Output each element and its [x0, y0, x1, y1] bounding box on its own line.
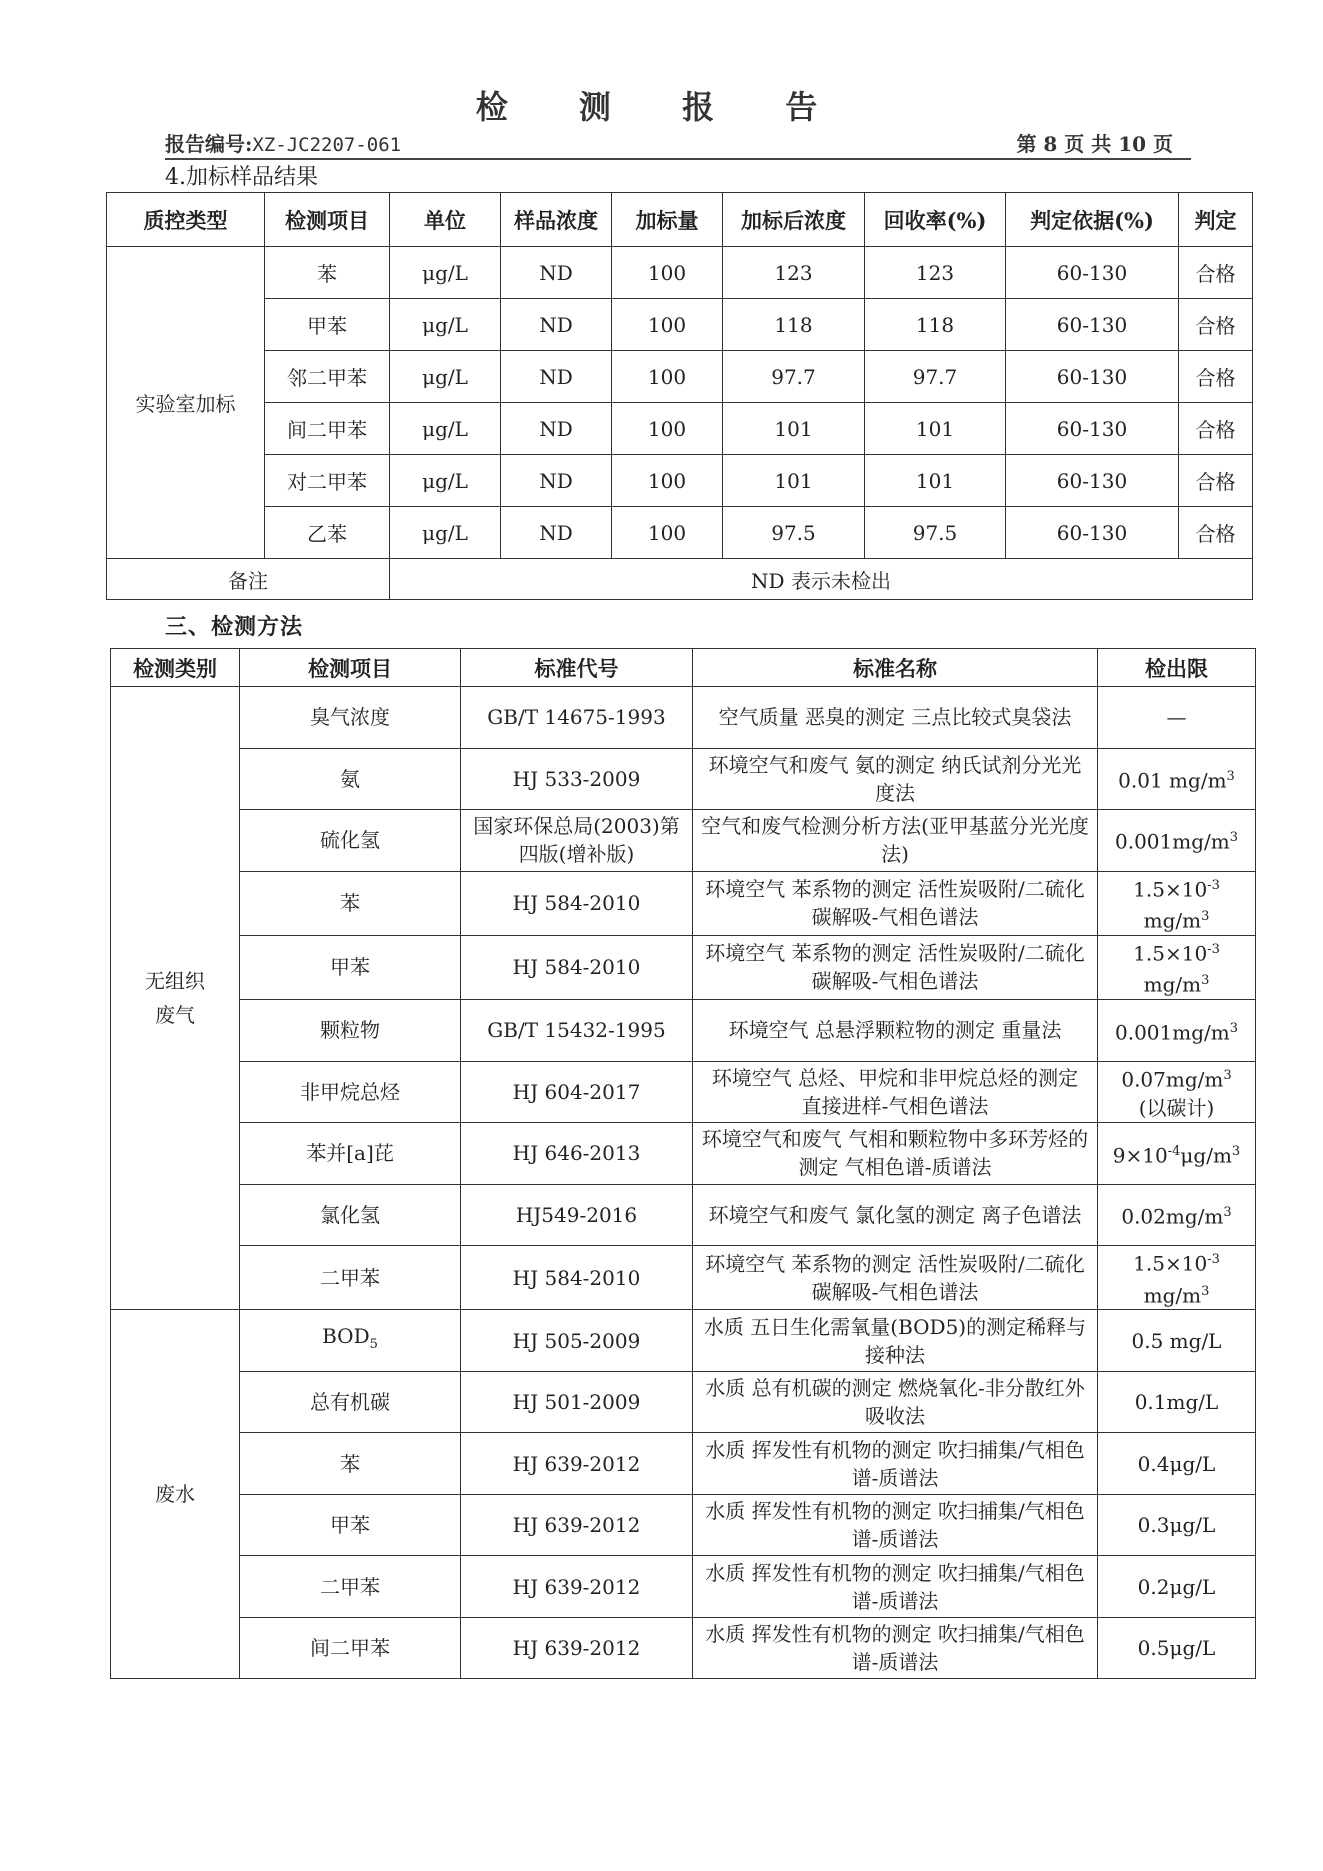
item-cell: 硫化氢	[240, 810, 461, 872]
table-row	[111, 1371, 1256, 1433]
code-cell: HJ 584-2010	[461, 1246, 693, 1310]
spike-cell: 100	[612, 351, 723, 403]
item-cell: 邻二甲苯	[265, 351, 390, 403]
code-cell: HJ 533-2009	[461, 748, 693, 810]
item-cell: 间二甲苯	[240, 1617, 461, 1679]
item-cell: 二甲苯	[240, 1246, 461, 1310]
standard-name-cell: 环境空气和废气 氨的测定 纳氏试剂分光光度法	[693, 748, 1098, 810]
remark-label: 备注	[107, 559, 390, 600]
standard-name-cell: 水质 挥发性有机物的测定 吹扫捕集/气相色谱-质谱法	[693, 1433, 1098, 1495]
table-row	[107, 403, 1253, 455]
limit-cell: 0.01 $mg/m^3$	[1098, 748, 1256, 810]
item-cell: 甲苯	[240, 935, 461, 999]
recovery-cell: 97.7	[865, 351, 1006, 403]
section-spiked-title: 4.加标样品结果	[165, 165, 318, 190]
basis-cell: 60-130	[1006, 507, 1179, 559]
superscript: 3	[1201, 909, 1210, 925]
section-methods-title: 三、检测方法	[165, 614, 304, 640]
spike-cell: 100	[612, 507, 723, 559]
after-cell: 97.7	[723, 351, 865, 403]
limit-line2: mg/m	[1143, 908, 1202, 933]
recovery-cell: 123	[865, 247, 1006, 299]
standard-name-cell: 环境空气 苯系物的测定 活性炭吸附/二硫化碳解吸-气相色谱法	[693, 935, 1098, 999]
report-number-value: XZ-JC2207-061	[252, 134, 402, 156]
item-cell: 间二甲苯	[265, 403, 390, 455]
code-cell: HJ 639-2012	[461, 1556, 693, 1618]
limit-cell: 0.1mg/L	[1098, 1371, 1256, 1433]
limit-tail: μg/m	[1180, 1143, 1232, 1168]
recovery-cell: 101	[865, 455, 1006, 507]
item-cell: 臭气浓度	[240, 687, 461, 749]
column-header: 标准名称	[693, 649, 1098, 687]
report-header	[165, 128, 1191, 160]
code-cell: GB/T 15432-1995	[461, 1000, 693, 1062]
code-cell: HJ 505-2009	[461, 1310, 693, 1372]
item-cell: 非甲烷总烃	[240, 1061, 461, 1123]
unit-cell: μg/L	[390, 351, 501, 403]
item-cell: 颗粒物	[240, 1000, 461, 1062]
after-cell: 101	[723, 403, 865, 455]
table-row	[111, 871, 1256, 935]
column-header: 检测项目	[265, 193, 390, 247]
limit-line2: mg/m	[1143, 1283, 1202, 1308]
methods-table	[110, 648, 1256, 1679]
standard-name-cell: 水质 挥发性有机物的测定 吹扫捕集/气相色谱-质谱法	[693, 1617, 1098, 1679]
table-row	[111, 935, 1256, 999]
standard-name-cell: 环境空气 苯系物的测定 活性炭吸附/二硫化碳解吸-气相色谱法	[693, 871, 1098, 935]
standard-name-cell: 环境空气 总烃、甲烷和非甲烷总烃的测定 直接进样-气相色谱法	[693, 1061, 1098, 1123]
recovery-cell: 118	[865, 299, 1006, 351]
superscript: 5	[369, 1337, 378, 1353]
result-cell: 合格	[1179, 455, 1253, 507]
sample-cell: ND	[501, 247, 612, 299]
table-row	[111, 1556, 1256, 1618]
spike-cell: 100	[612, 455, 723, 507]
code-cell: HJ 639-2012	[461, 1433, 693, 1495]
code-cell: HJ 501-2009	[461, 1371, 693, 1433]
item-cell: 总有机碳	[240, 1371, 461, 1433]
limit-cell: 0.5μg/L	[1098, 1617, 1256, 1679]
table-row	[107, 299, 1253, 351]
limit-cell: 0.5 mg/L	[1098, 1310, 1256, 1372]
table-row	[111, 1184, 1256, 1246]
result-cell: 合格	[1179, 299, 1253, 351]
code-cell: HJ 604-2017	[461, 1061, 693, 1123]
spiked-sample-table	[106, 192, 1253, 600]
table-row	[111, 1123, 1256, 1185]
item-cell: 氯化氢	[240, 1184, 461, 1246]
after-cell: 97.5	[723, 507, 865, 559]
recovery-cell: 101	[865, 403, 1006, 455]
table-row	[111, 1310, 1256, 1372]
superscript: 3	[1226, 768, 1235, 784]
spike-cell: 100	[612, 299, 723, 351]
basis-cell: 60-130	[1006, 403, 1179, 455]
column-header: 判定依据(%)	[1006, 193, 1179, 247]
code-cell: 国家环保总局(2003)第四版(增补版)	[461, 810, 693, 872]
result-cell: 合格	[1179, 403, 1253, 455]
basis-cell: 60-130	[1006, 351, 1179, 403]
item-cell: 氨	[240, 748, 461, 810]
item-cell: 苯	[240, 1433, 461, 1495]
limit-cell: 0.3μg/L	[1098, 1494, 1256, 1556]
table-row	[111, 687, 1256, 749]
table-row	[107, 351, 1253, 403]
qc-type-cell: 实验室加标	[107, 247, 265, 559]
result-cell: 合格	[1179, 351, 1253, 403]
code-cell: HJ 639-2012	[461, 1494, 693, 1556]
basis-cell: 60-130	[1006, 299, 1179, 351]
table-row	[111, 1494, 1256, 1556]
after-cell: 101	[723, 455, 865, 507]
item-cell: 苯并[a]芘	[240, 1123, 461, 1185]
unit-cell: μg/L	[390, 299, 501, 351]
after-cell: 123	[723, 247, 865, 299]
remark-row	[107, 559, 1253, 600]
spike-cell: 100	[612, 403, 723, 455]
table-row	[111, 1617, 1256, 1679]
standard-name-cell: 水质 挥发性有机物的测定 吹扫捕集/气相色谱-质谱法	[693, 1556, 1098, 1618]
after-cell: 118	[723, 299, 865, 351]
standard-name-cell: 水质 五日生化需氧量(BOD5)的测定稀释与接种法	[693, 1310, 1098, 1372]
column-header: 加标量	[612, 193, 723, 247]
limit-cell: $1.5\times 10^{-3}$ $mg/m^3$	[1098, 935, 1256, 999]
column-header: 样品浓度	[501, 193, 612, 247]
limit-cell: $0.001mg/m^3$	[1098, 1000, 1256, 1062]
sample-cell: ND	[501, 299, 612, 351]
column-header: 加标后浓度	[723, 193, 865, 247]
item-cell: 苯	[265, 247, 390, 299]
report-number	[165, 128, 401, 157]
superscript: 3	[1229, 830, 1238, 846]
report-number-label: 报告编号:	[165, 132, 253, 156]
sample-cell: ND	[501, 403, 612, 455]
limit-cell: $0.07mg/m^3$ (以碳计)	[1098, 1061, 1256, 1123]
basis-cell: 60-130	[1006, 455, 1179, 507]
sample-cell: ND	[501, 455, 612, 507]
unit-cell: μg/L	[390, 455, 501, 507]
superscript: 3	[1223, 1205, 1232, 1221]
table-row	[111, 1000, 1256, 1062]
limit-cell: $0.02mg/m^3$	[1098, 1184, 1256, 1246]
superscript: -3	[1207, 877, 1220, 893]
standard-name-cell: 环境空气 总悬浮颗粒物的测定 重量法	[693, 1000, 1098, 1062]
limit-cell: $1.5\times 10^{-3}$ $mg/m^3$	[1098, 871, 1256, 935]
sample-cell: ND	[501, 351, 612, 403]
standard-name-cell: 空气和废气检测分析方法(亚甲基蓝分光光度法)	[693, 810, 1098, 872]
column-header: 标准代号	[461, 649, 693, 687]
sample-cell: ND	[501, 507, 612, 559]
superscript: 3	[1223, 1068, 1232, 1084]
superscript: -4	[1167, 1143, 1181, 1159]
superscript: 3	[1201, 973, 1210, 989]
superscript: 3	[1229, 1020, 1238, 1036]
item-cell: 苯	[240, 871, 461, 935]
item-cell: 对二甲苯	[265, 455, 390, 507]
table-row	[107, 455, 1253, 507]
standard-name-cell: 水质 总有机碳的测定 燃烧氧化-非分散红外吸收法	[693, 1371, 1098, 1433]
remark-text: ND 表示未检出	[390, 559, 1253, 600]
standard-name-cell: 空气质量 恶臭的测定 三点比较式臭袋法	[693, 687, 1098, 749]
column-header: 检测类别	[111, 649, 240, 687]
limit-line2: (以碳计)	[1138, 1095, 1215, 1120]
column-header: 判定	[1179, 193, 1253, 247]
unit-cell: μg/L	[390, 507, 501, 559]
result-cell: 合格	[1179, 247, 1253, 299]
superscript: -3	[1207, 1252, 1220, 1268]
standard-name-cell: 环境空气和废气 氯化氢的测定 离子色谱法	[693, 1184, 1098, 1246]
code-cell: HJ 639-2012	[461, 1617, 693, 1679]
table-row	[111, 1061, 1256, 1123]
table-row	[111, 810, 1256, 872]
table-row	[111, 748, 1256, 810]
standard-name-cell: 水质 挥发性有机物的测定 吹扫捕集/气相色谱-质谱法	[693, 1494, 1098, 1556]
spike-cell: 100	[612, 247, 723, 299]
code-cell: HJ 646-2013	[461, 1123, 693, 1185]
code-cell: HJ 584-2010	[461, 935, 693, 999]
table-row	[111, 1433, 1256, 1495]
limit-line2: mg/m	[1143, 973, 1202, 998]
standard-name-cell: 环境空气 苯系物的测定 活性炭吸附/二硫化碳解吸-气相色谱法	[693, 1246, 1098, 1310]
item-cell: 甲苯	[240, 1494, 461, 1556]
superscript: -3	[1207, 941, 1220, 957]
limit-cell: —	[1098, 687, 1256, 749]
code-cell: GB/T 14675-1993	[461, 687, 693, 749]
table-row	[107, 247, 1253, 299]
superscript: 3	[1231, 1143, 1241, 1159]
methods-table-header	[111, 649, 1256, 687]
limit-cell: 0.4μg/L	[1098, 1433, 1256, 1495]
item-cell: 乙苯	[265, 507, 390, 559]
recovery-cell: 97.5	[865, 507, 1006, 559]
column-header: 检出限	[1098, 649, 1256, 687]
result-cell: 合格	[1179, 507, 1253, 559]
limit-cell: $0.001mg/m^3$	[1098, 810, 1256, 872]
column-header: 质控类型	[107, 193, 265, 247]
unit-cell: μg/L	[390, 247, 501, 299]
spiked-table-header	[107, 193, 1253, 247]
item-cell: 甲苯	[265, 299, 390, 351]
superscript: 3	[1201, 1283, 1210, 1299]
limit-cell: $9\times 10^{-4}\mu g/m^3$	[1098, 1123, 1256, 1185]
table-row	[111, 1246, 1256, 1310]
page-title: 检 测 报 告	[475, 88, 848, 126]
category-cell: 无组织 废气	[111, 687, 240, 1310]
standard-name-cell: 环境空气和废气 气相和颗粒物中多环芳烃的测定 气相色谱-质谱法	[693, 1123, 1098, 1185]
category-cell: 废水	[111, 1310, 240, 1679]
item-cell: $BOD_5$	[240, 1310, 461, 1372]
unit-cell: μg/L	[390, 403, 501, 455]
limit-cell: 0.2μg/L	[1098, 1556, 1256, 1618]
column-header: 回收率(%)	[865, 193, 1006, 247]
column-header: 单位	[390, 193, 501, 247]
column-header: 检测项目	[240, 649, 461, 687]
basis-cell: 60-130	[1006, 247, 1179, 299]
code-cell: HJ 584-2010	[461, 871, 693, 935]
code-cell: HJ549-2016	[461, 1184, 693, 1246]
table-row	[107, 507, 1253, 559]
item-cell: 二甲苯	[240, 1556, 461, 1618]
page-info: 第 8 页 共 10 页	[1016, 132, 1173, 156]
limit-cell: $1.5\times 10^{-3}$ $mg/m^3$	[1098, 1246, 1256, 1310]
